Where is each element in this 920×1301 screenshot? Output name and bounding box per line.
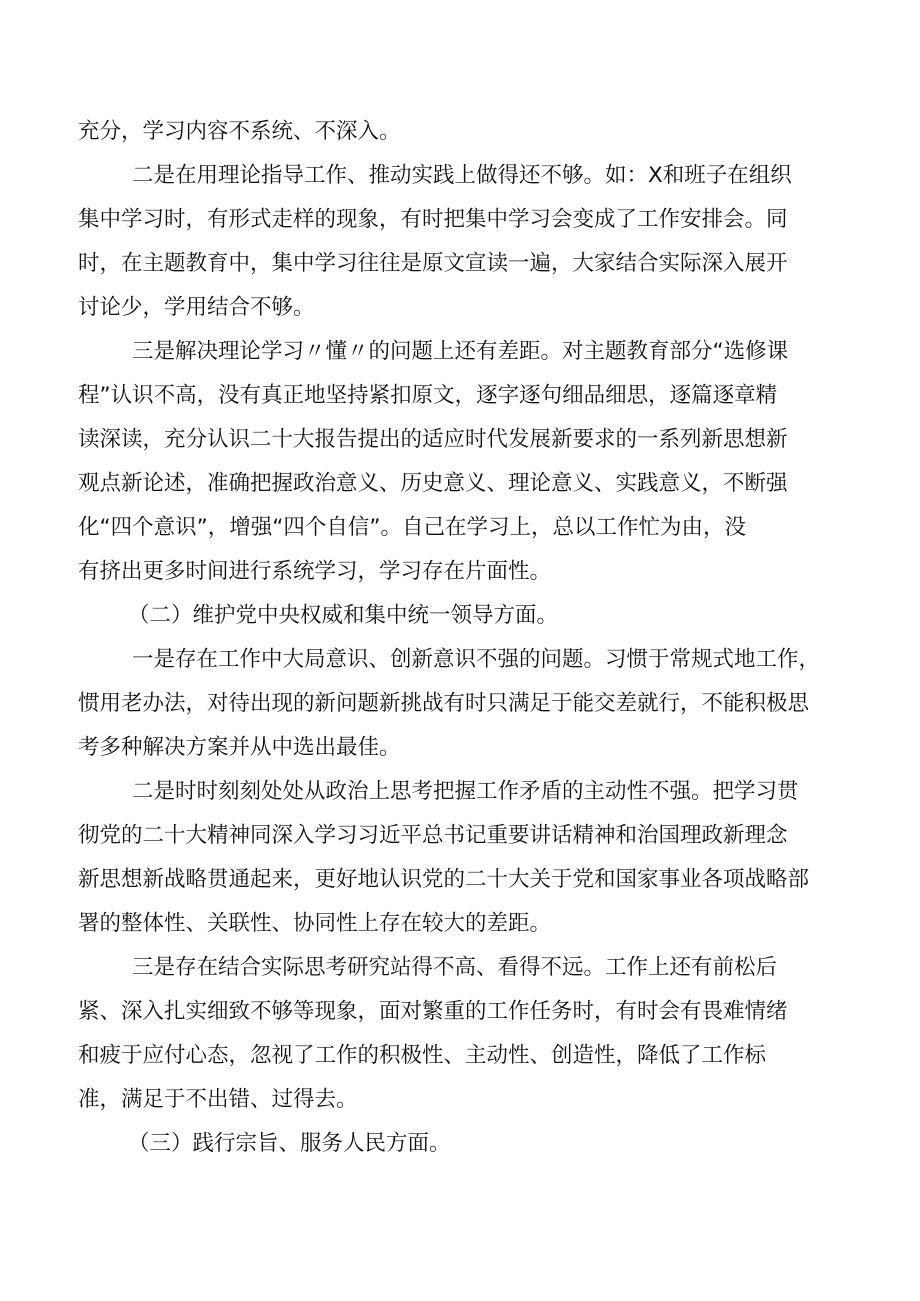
- text-line: 观点新论述，准确把握政治意义、历史意义、理论意义、实践意义，不断强: [78, 471, 788, 496]
- text-line: 时，在主题教育中，集中学习往往是原文宣读一遍，大家结合实际深入展开: [78, 251, 788, 276]
- text-line: 彻党的二十大精神同深入学习习近平总书记重要讲话精神和治国理政新理念: [78, 823, 788, 848]
- text-line: 考多种解决方案并从中选出最佳。: [78, 735, 401, 760]
- section-heading: （二）维护党中央权威和集中统一领导方面。: [128, 603, 559, 628]
- text-line: 集中学习时，有形式走样的现象，有时把集中学习会变成了工作安排会。同: [78, 207, 788, 232]
- text-line: 读深读，充分认识二十大报告提出的适应时代发展新要求的一系列新思想新: [78, 427, 788, 452]
- text-line: 惯用老办法，对待出现的新问题新挑战有时只满足于能交差就行，不能积极思: [78, 691, 810, 716]
- text-line: 和疲于应付心态，忽视了工作的积极性、主动性、创造性，降低了工作标: [78, 1043, 767, 1068]
- section-heading: （三）践行宗旨、服务人民方面。: [128, 1131, 451, 1156]
- text-line: 讨论少，学用结合不够。: [78, 295, 315, 320]
- text-line: 三是存在结合实际思考研究站得不高、看得不远。工作上还有前松后: [132, 955, 778, 980]
- text-line: 程”认识不高，没有真正地坚持紧扣原文，逐字逐句细品细思，逐篇逐章精: [78, 383, 778, 408]
- text-line: 紧、深入扎实细致不够等现象，面对繁重的工作任务时，有时会有畏难情绪: [78, 999, 788, 1024]
- text-line: 署的整体性、关联性、协同性上存在较大的差距。: [78, 911, 552, 936]
- text-line: 准，满足于不出错、过得去。: [78, 1087, 358, 1112]
- text-line: 二是时时刻刻处处从政治上思考把握工作矛盾的主动性不强。把学习贯: [132, 779, 799, 804]
- text-line: 化“四个意识”，增强“四个自信”。自己在学习上，总以工作忙为由，没: [78, 515, 747, 540]
- text-line: 新思想新战略贯通起来，更好地认识党的二十大关于党和国家事业各项战略部: [78, 867, 810, 892]
- text-line: 充分，学习内容不系统、不深入。: [78, 119, 401, 144]
- text-line: 一是存在工作中大局意识、创新意识不强的问题。习惯于常规式地工作，: [132, 647, 821, 672]
- text-line: 二是在用理论指导工作、推动实践上做得还不够。如：X和班子在组织: [132, 163, 792, 188]
- text-line: 有挤出更多时间进行系统学习，学习存在片面性。: [78, 559, 552, 584]
- text-line: 三是解决理论学习〃懂〃的问题上还有差距。对主题教育部分“选修课: [132, 339, 789, 364]
